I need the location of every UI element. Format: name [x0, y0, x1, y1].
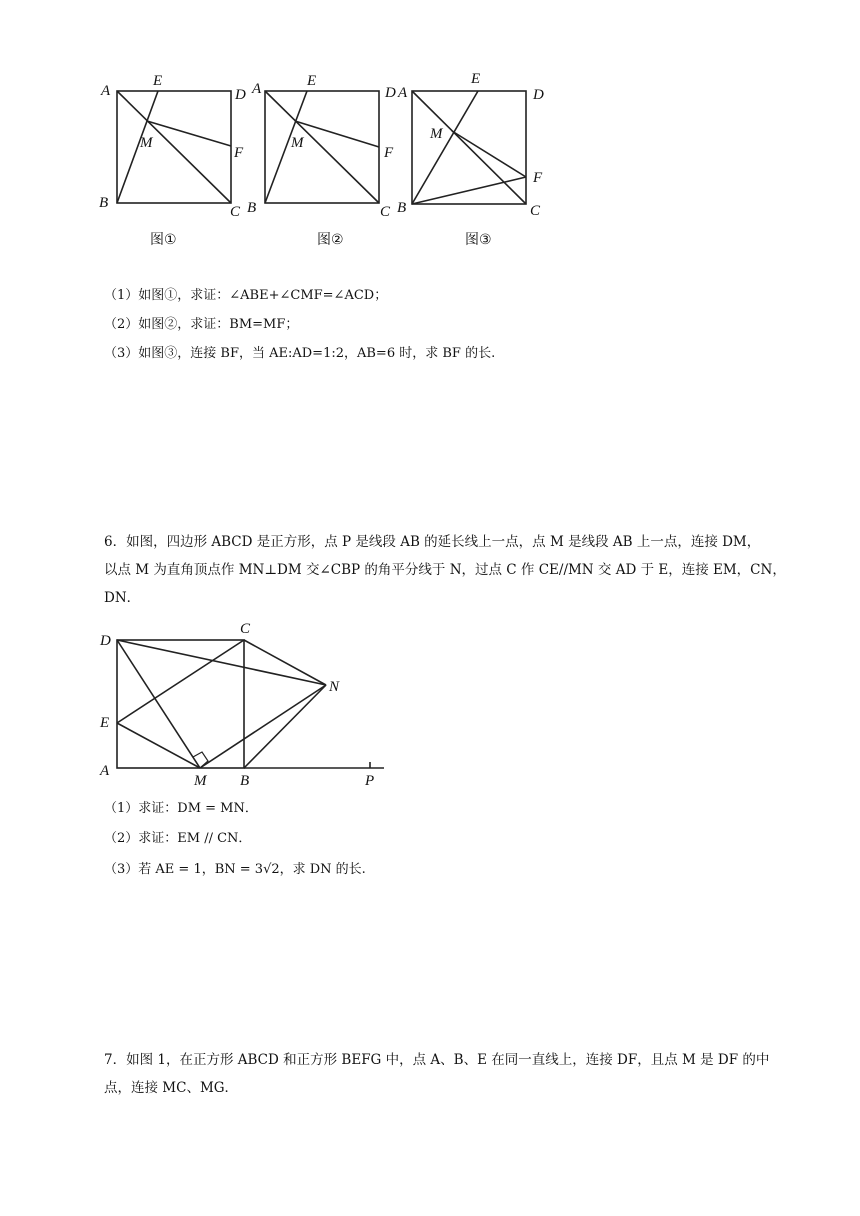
svg-text:C: C: [240, 621, 251, 637]
svg-text:F: F: [384, 145, 394, 161]
svg-text:F: F: [234, 145, 244, 161]
q6-line-3: DN．: [104, 590, 141, 606]
svg-text:A: A: [398, 85, 408, 101]
svg-text:E: E: [100, 715, 110, 731]
svg-text:A: A: [101, 83, 111, 99]
figure-1: [99, 73, 246, 248]
q6-figure: [90, 615, 400, 790]
svg-text:D: D: [235, 87, 246, 103]
svg-text:M: M: [194, 773, 207, 789]
svg-text:E: E: [307, 73, 317, 89]
svg-text:E: E: [153, 73, 163, 89]
svg-text:E: E: [471, 71, 481, 87]
svg-text:N: N: [329, 679, 340, 695]
q5-part-1: （1）如图①，求证：∠ABE+∠CMF=∠ACD；: [104, 288, 388, 303]
svg-text:C: C: [530, 203, 541, 219]
svg-text:P: P: [365, 773, 375, 789]
q6-part-3: （3）若 AE = 1，BN = 3√2，求 DN 的长.: [104, 862, 366, 877]
svg-text:A: A: [252, 81, 262, 97]
svg-text:M: M: [430, 126, 443, 142]
svg-text:B: B: [240, 773, 250, 789]
svg-text:D: D: [533, 87, 544, 103]
q6-line-1: 6．如图，四边形 ABCD 是正方形，点 P 是线段 AB 的延长线上一点，点 M 是线段 AB 上一点，连接 DM，: [104, 534, 761, 550]
svg-text:图②: 图②: [317, 232, 344, 248]
svg-text:M: M: [140, 135, 153, 151]
svg-text:B: B: [397, 200, 407, 216]
svg-text:A: A: [100, 763, 110, 779]
svg-text:B: B: [99, 195, 109, 211]
figure-3: [397, 71, 544, 248]
svg-text:图③: 图③: [465, 232, 492, 248]
q7-line-2: 点，连接 MC、MG．: [104, 1080, 239, 1096]
q6-line-2: 以点 M 为直角顶点作 MN⊥DM 交∠CBP 的角平分线于 N，过点 C 作 CE//MN 交 AD 于 E，连接 EM，CN，: [104, 562, 786, 578]
top-figures: [90, 65, 570, 255]
q5-part-3: （3）如图③，连接 BF，当 AE:AD=1:2，AB=6 时，求 BF 的长.: [104, 346, 496, 361]
svg-text:C: C: [230, 204, 241, 220]
q7-line-1: 7．如图 1，在正方形 ABCD 和正方形 BEFG 中，点 A、B、E 在同一直线上，连接 DF，且点 M 是 DF 的中: [104, 1052, 770, 1068]
svg-text:M: M: [291, 135, 304, 151]
svg-text:F: F: [533, 170, 543, 186]
q5-part-2: （2）如图②，求证：BM=MF；: [104, 317, 299, 332]
q6-part-1: （1）求证：DM = MN．: [104, 801, 258, 816]
svg-text:C: C: [380, 204, 391, 220]
svg-text:D: D: [385, 85, 396, 101]
svg-text:图①: 图①: [150, 232, 177, 248]
q6-part-2: （2）求证：EM // CN．: [104, 831, 252, 846]
svg-text:D: D: [100, 633, 111, 649]
figure-2: [247, 73, 396, 248]
svg-text:B: B: [247, 200, 257, 216]
